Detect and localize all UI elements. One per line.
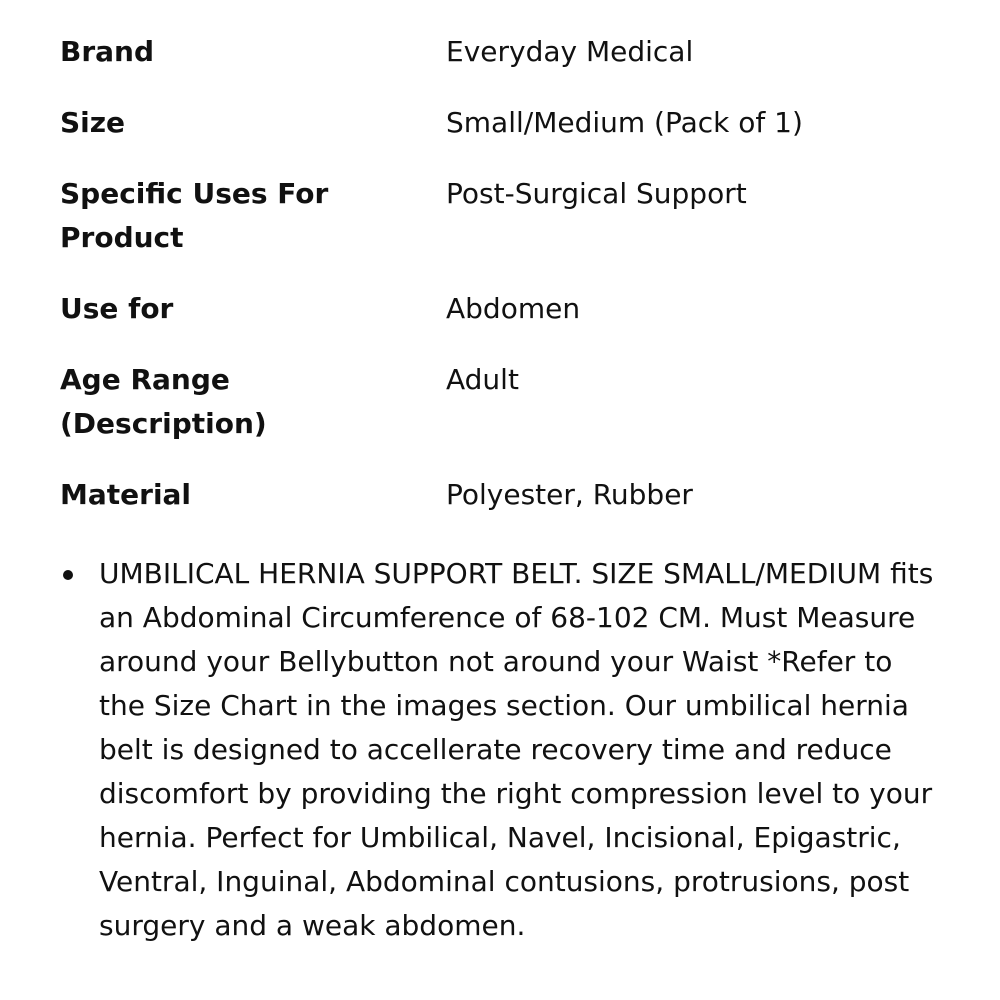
spec-row-age-range [60, 358, 960, 446]
spec-row-specific-uses [60, 172, 960, 260]
spec-row-use-for [60, 287, 960, 331]
spec-row-material [60, 473, 960, 517]
spec-label: Age Range (Description) [60, 363, 267, 440]
spec-label: Brand [60, 35, 155, 68]
product-spec-table [60, 30, 960, 544]
spec-label: Specific Uses For Product [60, 177, 329, 254]
feature-bullet [60, 552, 940, 948]
spec-row-brand [60, 30, 960, 74]
spec-label: Use for [60, 292, 174, 325]
spec-value: Post-Surgical Support [446, 177, 747, 210]
spec-value: Small/Medium (Pack of 1) [446, 106, 803, 139]
spec-label: Size [60, 106, 126, 139]
feature-bullet-text: UMBILICAL HERNIA SUPPORT BELT. SIZE SMALL/MEDIUM fits an Abdominal Circumference of 68-102 CM. Must Measure around your Bellybutton not around your Waist *Refer to the Size Chart in the images section. Our umbilical hernia belt is designed to accellerate recovery time and reduce discomfort by providing the right compression level to your hernia. Perfect for Umbilical, Navel, Incisional, Epigastric, Ventral, Inguinal, Abdominal contusions, protrusions, post surgery and a weak abdomen. [99, 557, 934, 942]
spec-row-size [60, 101, 960, 145]
spec-value: Adult [446, 363, 519, 396]
feature-bullet-list [60, 552, 940, 948]
bullet-dot-icon [63, 570, 73, 580]
spec-value: Polyester, Rubber [446, 478, 693, 511]
spec-value: Everyday Medical [446, 35, 694, 68]
spec-value: Abdomen [446, 292, 581, 325]
spec-label: Material [60, 478, 192, 511]
